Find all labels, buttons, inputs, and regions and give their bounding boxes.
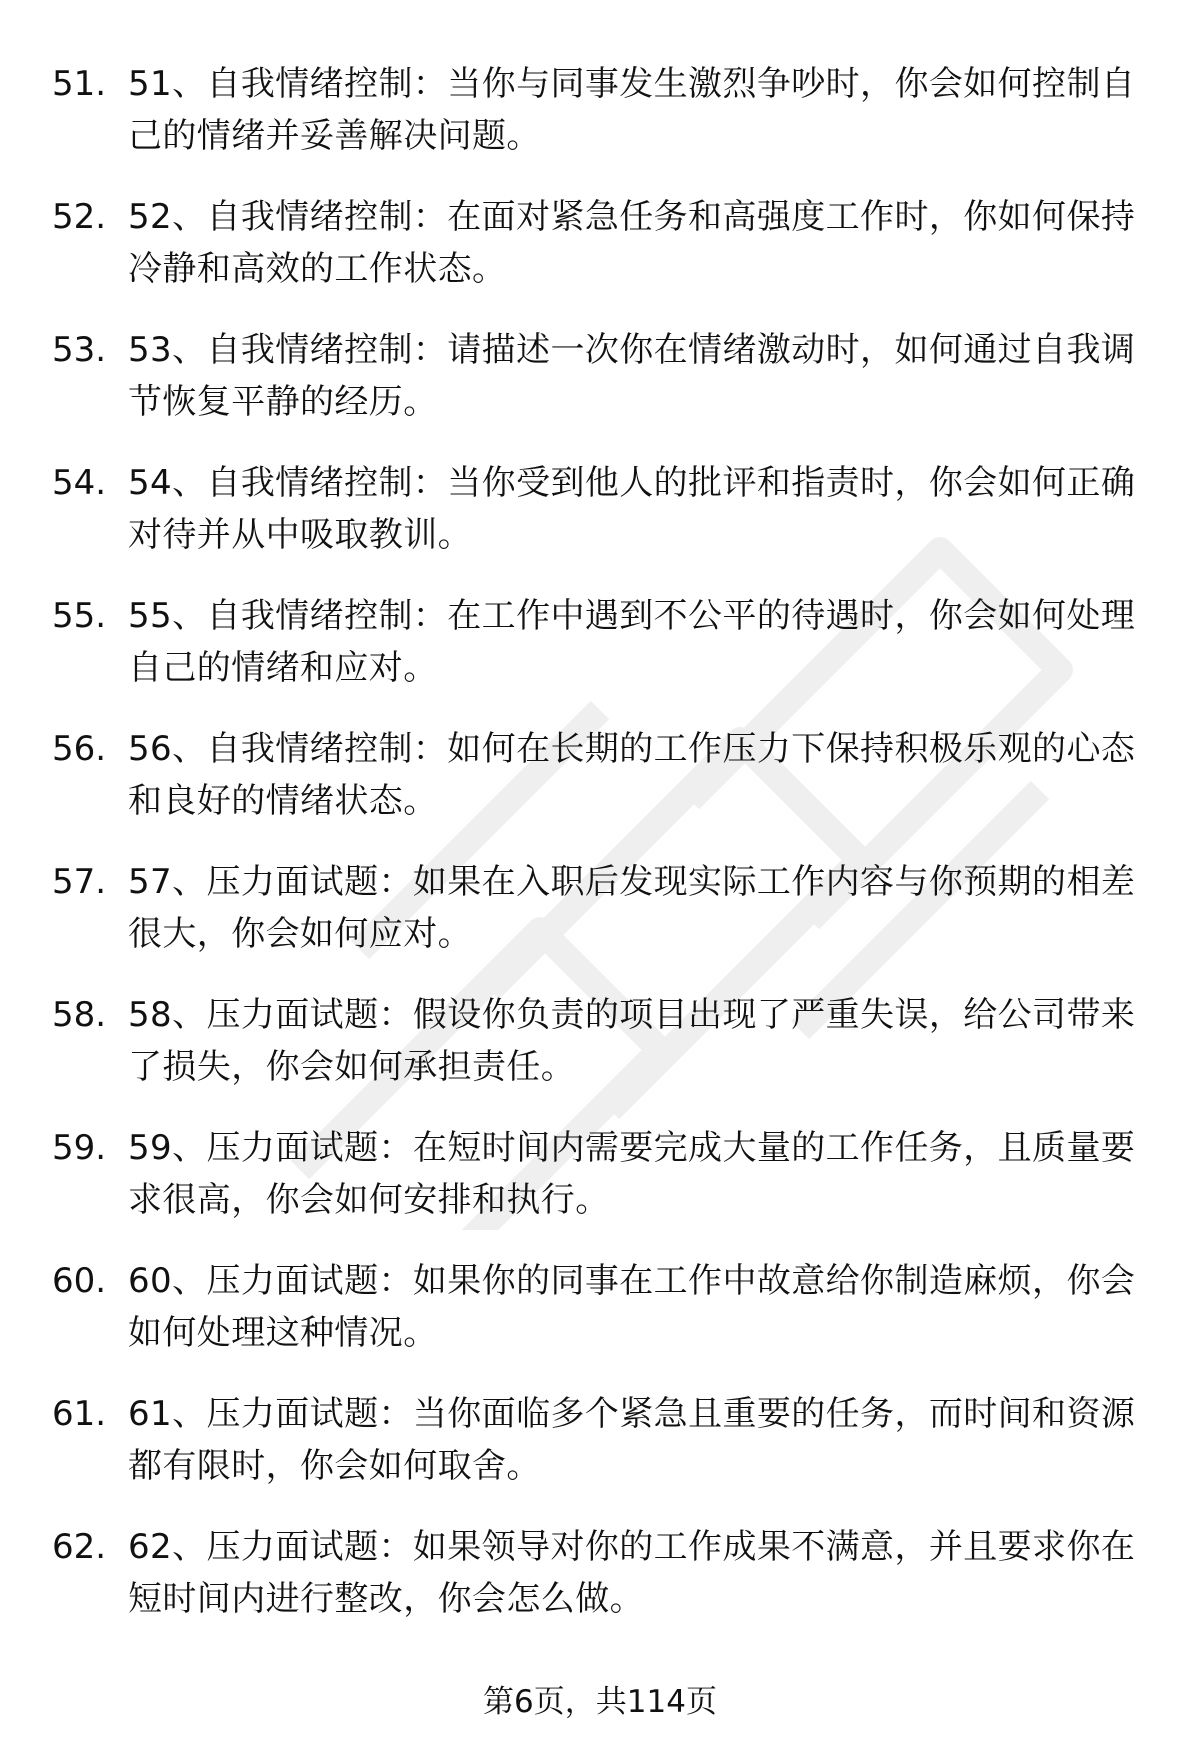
question-text: 60、压力面试题：如果你的同事在工作中故意给你制造麻烦，你会如何处理这种情况。 (128, 1261, 1136, 1353)
question-text: 56、自我情绪控制：如何在长期的工作压力下保持积极乐观的心态和良好的情绪状态。 (128, 729, 1136, 821)
list-item (0, 989, 1200, 1122)
question-text: 52、自我情绪控制：在面对紧急任务和高强度工作时，你如何保持冷静和高效的工作状态。 (128, 197, 1136, 289)
question-text: 62、压力面试题：如果领导对你的工作成果不满意，并且要求你在短时间内进行整改，你会怎么做。 (128, 1527, 1136, 1619)
question-text: 59、压力面试题：在短时间内需要完成大量的工作任务，且质量要求很高，你会如何安排和执行。 (128, 1128, 1136, 1220)
question-number: 57. (52, 862, 107, 902)
list-item (0, 457, 1200, 590)
list-item (0, 191, 1200, 324)
list-item (0, 856, 1200, 989)
question-number: 58. (52, 995, 107, 1035)
list-item (0, 723, 1200, 856)
question-number: 52. (52, 197, 107, 237)
question-text: 55、自我情绪控制：在工作中遇到不公平的待遇时，你会如何处理自己的情绪和应对。 (128, 596, 1136, 688)
question-text: 57、压力面试题：如果在入职后发现实际工作内容与你预期的相差很大，你会如何应对。 (128, 862, 1136, 954)
list-item (0, 1521, 1200, 1654)
question-number: 53. (52, 330, 107, 370)
question-text: 54、自我情绪控制：当你受到他人的批评和指责时，你会如何正确对待并从中吸取教训。 (128, 463, 1136, 555)
question-text: 53、自我情绪控制：请描述一次你在情绪激动时，如何通过自我调节恢复平静的经历。 (128, 330, 1136, 422)
question-number: 60. (52, 1261, 107, 1301)
question-list (0, 58, 1200, 1654)
list-item (0, 1255, 1200, 1388)
question-number: 61. (52, 1394, 107, 1434)
page-number-footer: 第6页，共114页 (483, 1684, 717, 1720)
question-number: 59. (52, 1128, 107, 1168)
question-number: 56. (52, 729, 107, 769)
question-number: 51. (52, 64, 107, 104)
list-item (0, 1388, 1200, 1521)
question-text: 58、压力面试题：假设你负责的项目出现了严重失误，给公司带来了损失，你会如何承担责任。 (128, 995, 1136, 1087)
question-number: 62. (52, 1527, 107, 1567)
list-item (0, 58, 1200, 191)
question-number: 54. (52, 463, 107, 503)
list-item (0, 324, 1200, 457)
question-text: 61、压力面试题：当你面临多个紧急且重要的任务，而时间和资源都有限时，你会如何取舍。 (128, 1394, 1136, 1486)
list-item (0, 1122, 1200, 1255)
list-item (0, 590, 1200, 723)
question-text: 51、自我情绪控制：当你与同事发生激烈争吵时，你会如何控制自己的情绪并妥善解决问题。 (128, 64, 1136, 156)
question-number: 55. (52, 596, 107, 636)
